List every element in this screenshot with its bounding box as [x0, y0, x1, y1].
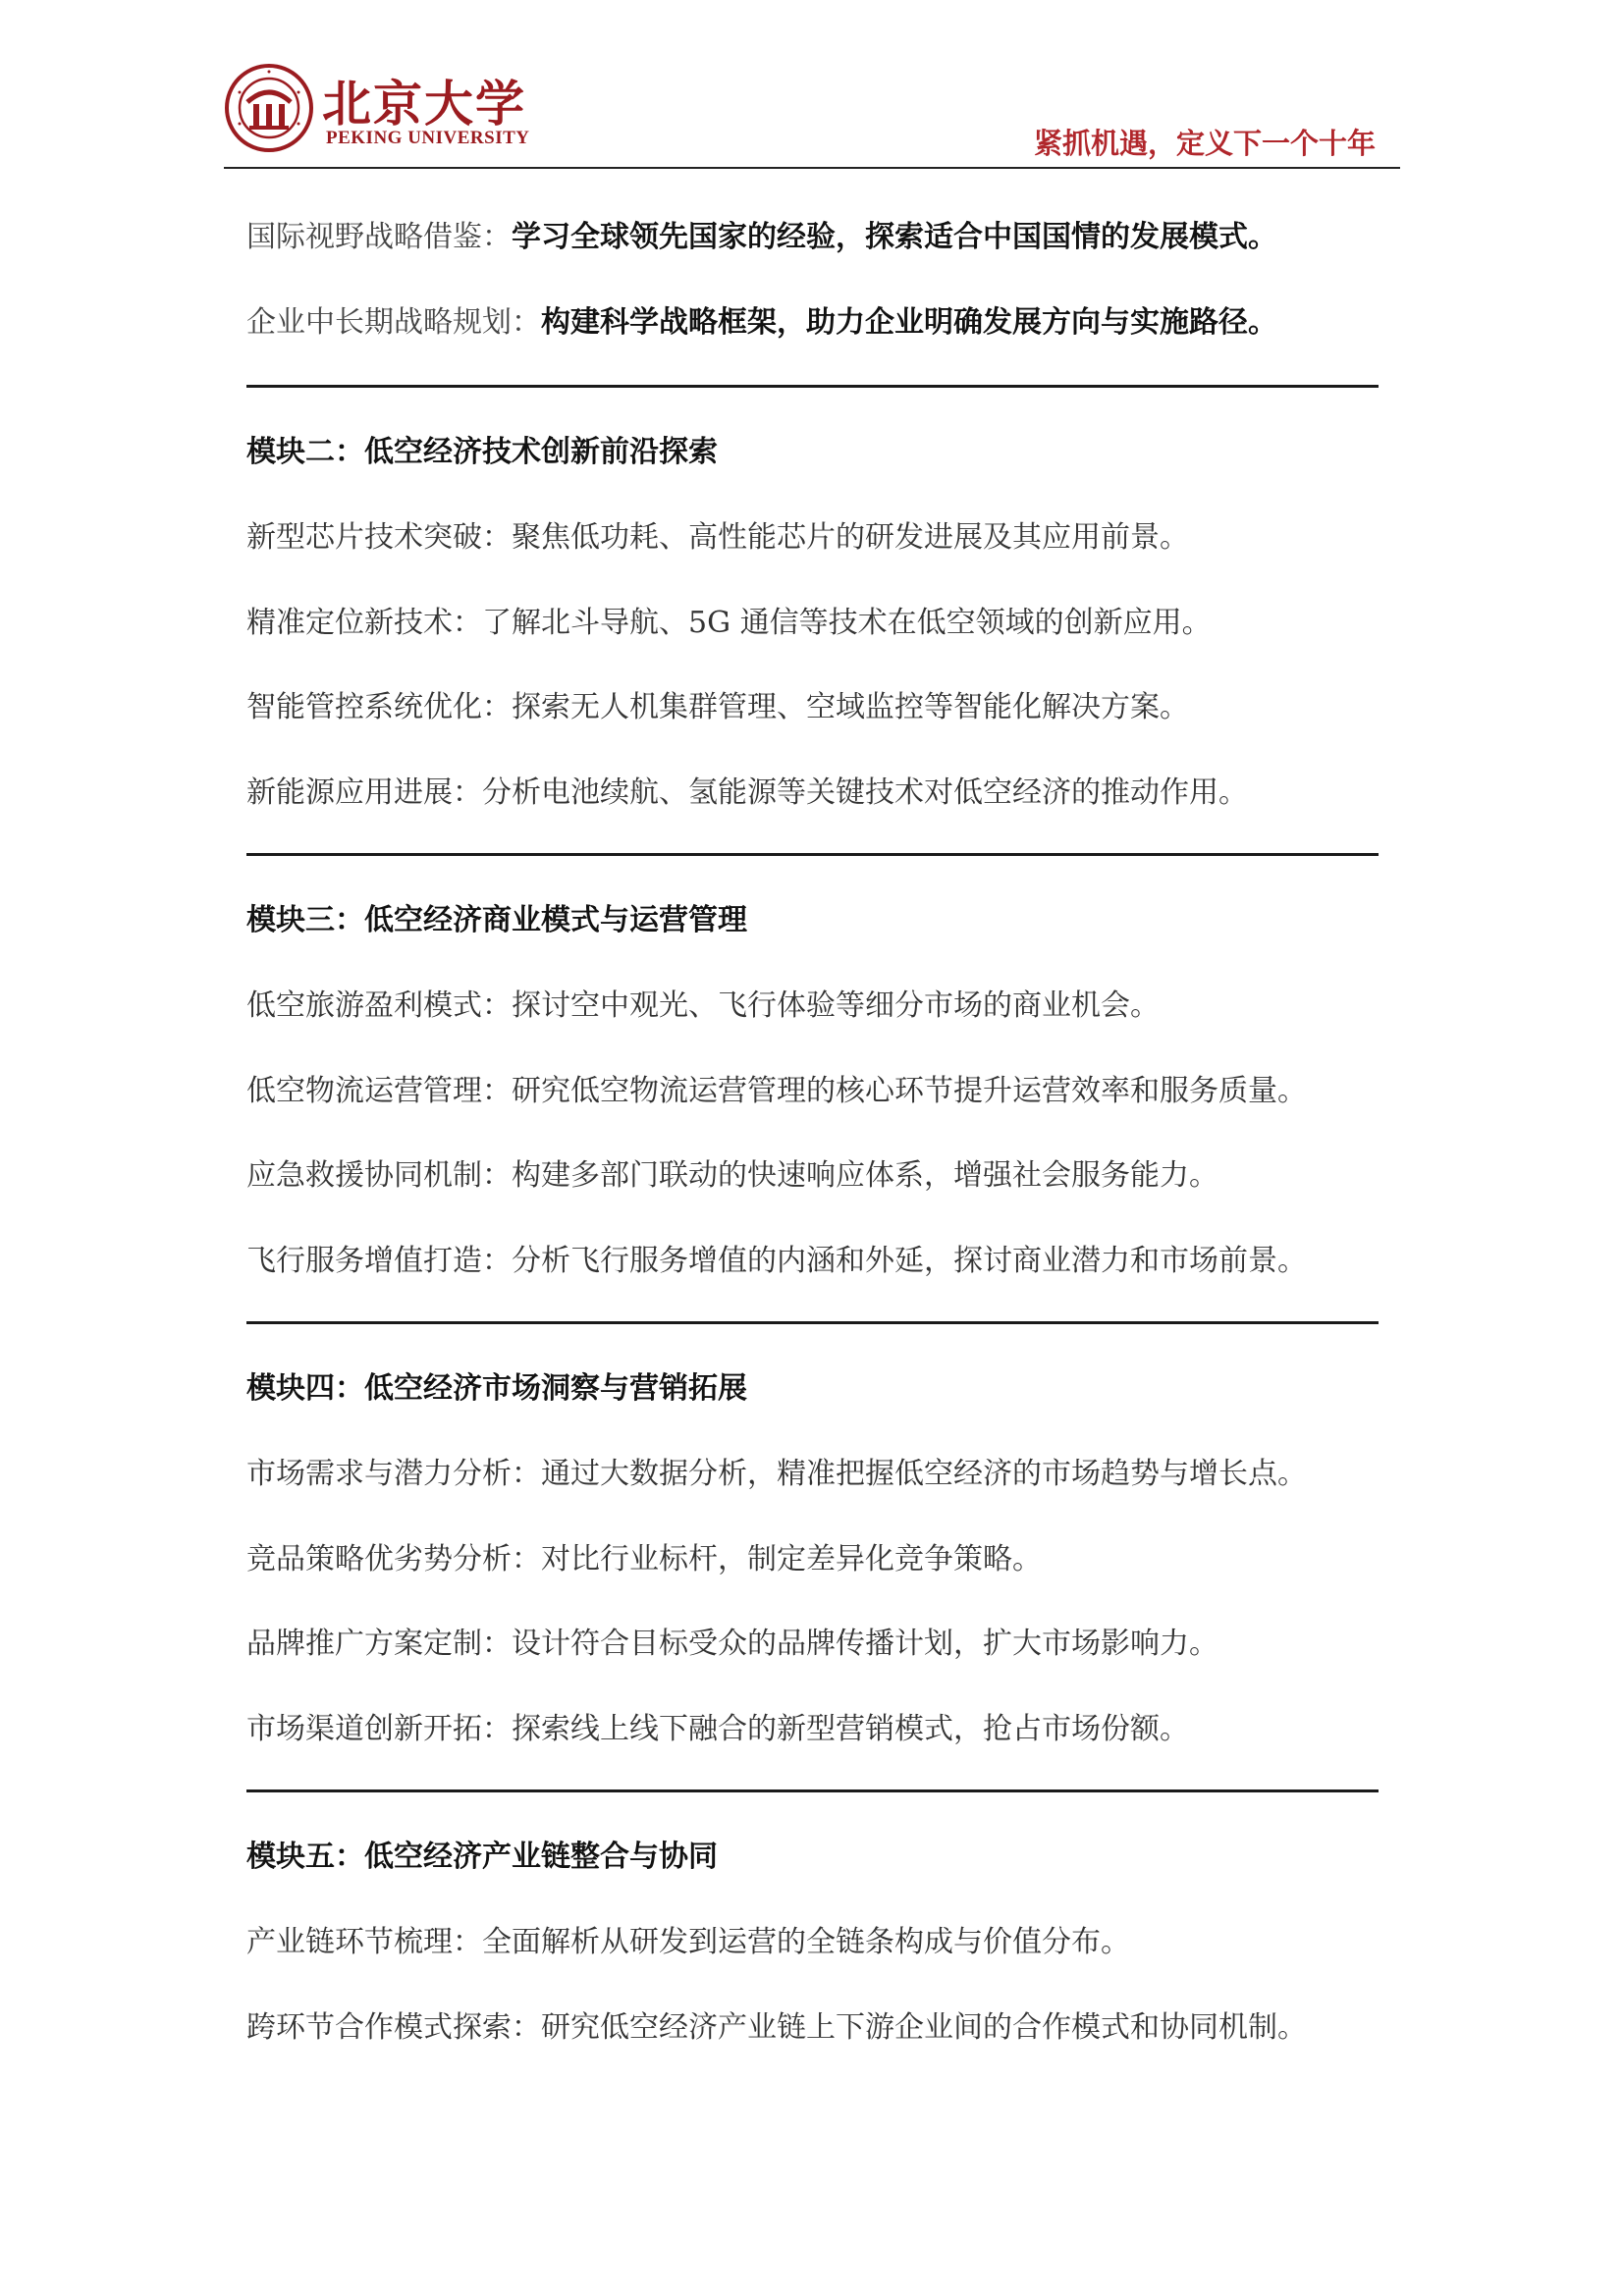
module-item: 低空物流运营管理：研究低空物流运营管理的核心环节提升运营效率和服务质量。 — [246, 1074, 1307, 1108]
module-title: 模块三：低空经济商业模式与运营管理 — [246, 903, 747, 937]
item-value: 学习全球领先国家的经验，探索适合中国国情的发展模式。 — [512, 220, 1277, 254]
module-item: 智能管控系统优化：探索无人机集群管理、空域监控等智能化解决方案。 — [246, 690, 1189, 724]
module-title: 模块二：低空经济技术创新前沿探索 — [246, 435, 718, 469]
logo-chinese-name: 北京大学 — [322, 75, 526, 133]
module-item: 市场需求与潜力分析：通过大数据分析，精准把握低空经济的市场趋势与增长点。 — [246, 1457, 1307, 1491]
section-divider — [246, 1321, 1379, 1324]
item-value: 构建科学战略框架，助力企业明确发展方向与实施路径。 — [541, 305, 1277, 340]
peking-university-logo — [224, 63, 548, 161]
header-slogan: 紧抓机遇，定义下一个十年 — [1033, 127, 1376, 160]
item-key: 企业中长期战略规划： — [246, 305, 541, 340]
module-item: 跨环节合作模式探索：研究低空经济产业链上下游企业间的合作模式和协同机制。 — [246, 2010, 1307, 2045]
module-item: 精准定位新技术：了解北斗导航、5G 通信等技术在低空领域的创新应用。 — [246, 606, 1212, 640]
item-key: 国际视野战略借鉴： — [246, 220, 512, 254]
module-item: 飞行服务增值打造：分析飞行服务增值的内涵和外延，探讨商业潜力和市场前景。 — [246, 1244, 1307, 1278]
module-item: 新能源应用进展：分析电池续航、氢能源等关键技术对低空经济的推动作用。 — [246, 775, 1248, 810]
module-title: 模块四：低空经济市场洞察与营销拓展 — [246, 1371, 747, 1406]
section-divider — [246, 1789, 1379, 1792]
module-title: 模块五：低空经济产业链整合与协同 — [246, 1840, 718, 1874]
module-item: 应急救援协同机制：构建多部门联动的快速响应体系，增强社会服务能力。 — [246, 1158, 1218, 1193]
intro-item — [246, 303, 1277, 343]
module-item: 市场渠道创新开拓：探索线上线下融合的新型营销模式，抢占市场份额。 — [246, 1712, 1189, 1746]
logo-english-name: PEKING UNIVERSITY — [326, 128, 530, 148]
module-item: 新型芯片技术突破：聚焦低功耗、高性能芯片的研发进展及其应用前景。 — [246, 520, 1189, 555]
module-item: 品牌推广方案定制：设计符合目标受众的品牌传播计划，扩大市场影响力。 — [246, 1627, 1218, 1661]
intro-item — [246, 218, 1277, 257]
header-divider — [224, 167, 1400, 169]
module-item: 低空旅游盈利模式：探讨空中观光、飞行体验等细分市场的商业机会。 — [246, 988, 1160, 1023]
section-divider — [246, 385, 1379, 388]
university-seal-icon — [224, 63, 314, 153]
module-item: 产业链环节梳理：全面解析从研发到运营的全链条构成与价值分布。 — [246, 1925, 1130, 1959]
module-item: 竞品策略优劣势分析：对比行业标杆，制定差异化竞争策略。 — [246, 1542, 1042, 1576]
section-divider — [246, 853, 1379, 856]
